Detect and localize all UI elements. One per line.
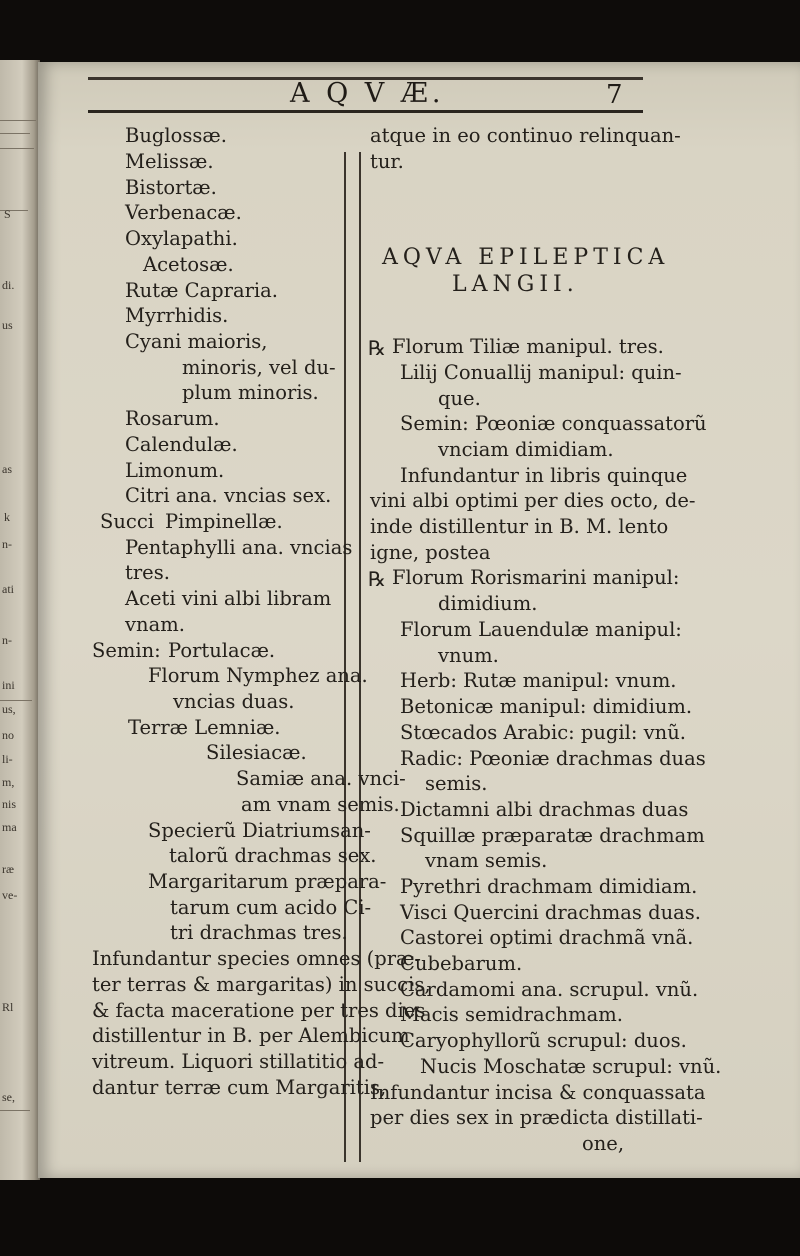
text-line: minoris, vel du- — [182, 356, 336, 379]
text-line: Cyani maioris, — [125, 330, 268, 353]
text-line: igne, postea — [370, 541, 491, 564]
text-line: vini albi optimi per dies octo, de- — [370, 489, 696, 512]
edge-fragment: ve- — [2, 888, 18, 902]
text-line: Pimpinellæ. — [165, 510, 283, 533]
edge-fragment: us — [2, 318, 13, 332]
text-line: vnum. — [438, 644, 499, 667]
text-line: & facta maceratione per tres dies — [92, 999, 426, 1022]
edge-fragment: m, — [2, 775, 15, 789]
text-line: Rutæ Capraria. — [125, 279, 278, 302]
text-line: Pentaphylli ana. vncias — [125, 536, 353, 559]
text-line: Rosarum. — [125, 407, 220, 430]
text-line: Aceti vini albi libram — [125, 587, 332, 610]
dark-background-bottom — [0, 1175, 800, 1256]
text-line: Melissæ. — [125, 150, 214, 173]
text-line: dantur terræ cum Margaritis, — [92, 1076, 387, 1099]
text-line: Calendulæ. — [125, 433, 238, 456]
text-line: Silesiacæ. — [206, 741, 307, 764]
edge-fragment: di. — [2, 278, 15, 292]
text-line: semis. — [425, 772, 488, 795]
edge-fragment: ræ — [2, 862, 14, 876]
text-line: Pyrethri drachmam dimidiam. — [400, 875, 698, 898]
text-line: atque in eo continuo relinquan- — [370, 124, 681, 147]
text-line: Cubebarum. — [400, 952, 523, 975]
text-line: Specierũ Diatriumsan- — [148, 819, 371, 842]
text-line: Cardamomi ana. scrupul. vnũ. — [400, 978, 699, 1001]
text-line: Visci Quercini drachmas duas. — [400, 901, 702, 924]
text-line: Florum Nymphez ana. — [148, 664, 368, 687]
dark-background-top — [0, 0, 800, 62]
text-line: tri drachmas tres. — [170, 921, 348, 944]
semin-label: Semin: — [92, 639, 161, 662]
edge-fragment: nis — [2, 797, 17, 811]
text-line: Betonicæ manipul: dimidium. — [400, 695, 693, 718]
text-line: Margaritarum præpara- — [148, 870, 387, 893]
edge-fragment: n- — [2, 633, 12, 647]
text-line: per dies sex in prædicta distillati- — [370, 1106, 703, 1129]
text-line: Lilij Conuallij manipul: quin- — [400, 361, 682, 384]
text-line: Buglossæ. — [125, 124, 227, 147]
text-line: vnciam dimidiam. — [438, 438, 614, 461]
text-line: tur. — [370, 150, 404, 173]
text-line: vnam. — [125, 613, 185, 636]
text-line: Macis semidrachmam. — [400, 1003, 623, 1026]
text-line: Semin: Pœoniæ conquassatorũ — [400, 412, 707, 435]
page-number: 7 — [606, 80, 623, 110]
edge-fragment: no — [2, 728, 14, 742]
edge-fragment: li- — [2, 752, 13, 766]
text-line: one, — [582, 1132, 625, 1155]
text-line: Citri ana. vncias sex. — [125, 484, 332, 507]
edge-fragment: ati — [2, 582, 14, 596]
text-line: Florum Tiliæ manipul. tres. — [392, 335, 664, 358]
text-line: plum minoris. — [182, 381, 319, 404]
header-rule — [88, 110, 643, 113]
text-line: Infundantur species omnes (præ- — [92, 947, 421, 970]
text-line: Herb: Rutæ manipul: vnum. — [400, 669, 677, 692]
text-line: am vnam semis. — [241, 793, 400, 816]
edge-fragment: us, — [2, 702, 16, 716]
edge-fragment: as — [2, 462, 12, 476]
edge-fragment: n- — [2, 537, 12, 551]
text-line: Squillæ præparatæ drachmam — [400, 824, 705, 847]
text-line: Samiæ ana. vnci- — [236, 767, 406, 790]
text-line: Myrrhidis. — [125, 304, 229, 327]
text-line: Portulacæ. — [168, 639, 276, 662]
edge-fragment: S — [4, 207, 11, 221]
edge-fragment: Rl — [2, 1000, 14, 1014]
text-line: vitreum. Liquori stillatitio ad- — [92, 1050, 385, 1073]
text-line: Florum Lauendulæ manipul: — [400, 618, 682, 641]
text-line: Acetosæ. — [143, 253, 234, 276]
edge-fragment: ini — [2, 678, 15, 692]
text-line: Bistortæ. — [125, 176, 217, 199]
text-line: que. — [438, 387, 481, 410]
text-line: Dictamni albi drachmas duas — [400, 798, 689, 821]
text-line: Verbenacæ. — [125, 201, 242, 224]
text-line: tarum cum acido Ci- — [170, 896, 372, 919]
text-line: ter terras & margaritas) in succis, — [92, 973, 431, 996]
text-line: vncias duas. — [173, 690, 295, 713]
text-line: dimidium. — [438, 592, 538, 615]
edge-fragment: k — [4, 510, 10, 524]
text-line: tres. — [125, 561, 170, 584]
text-line: Stœcados Arabic: pugil: vnũ. — [400, 721, 686, 744]
text-line: Infundantur incisa & conquassata — [370, 1081, 706, 1104]
text-line: Nucis Moschatæ scrupul: vnũ. — [420, 1055, 722, 1078]
edge-fragment: ma — [2, 820, 17, 834]
text-line: Caryophyllorũ scrupul: duos. — [400, 1029, 687, 1052]
recipe-symbol: ℞ — [368, 567, 386, 591]
text-line: Terræ Lemniæ. — [128, 716, 281, 739]
text-line: Oxylapathi. — [125, 227, 238, 250]
edge-fragment: se, — [2, 1090, 15, 1104]
text-line: inde distillentur in B. M. lento — [370, 515, 669, 538]
text-line: Limonum. — [125, 459, 225, 482]
text-line: Infundantur in libris quinque — [400, 464, 688, 487]
section-title: AQVA EPILEPTICA — [382, 245, 670, 270]
text-line: Florum Rorismarini manipul: — [392, 566, 680, 589]
text-line: distillentur in B. per Alembicum — [92, 1024, 410, 1047]
text-line: talorũ drachmas sex. — [169, 844, 377, 867]
text-line: Radic: Pœoniæ drachmas duas — [400, 747, 706, 770]
succi-label: Succi — [100, 510, 154, 533]
section-title-subline: LANGII. — [452, 272, 579, 297]
text-line: Castorei optimi drachmã vnã. — [400, 926, 694, 949]
page-header-title: A Q V Æ. — [290, 78, 445, 109]
text-line: vnam semis. — [425, 849, 548, 872]
recipe-symbol: ℞ — [368, 336, 386, 360]
